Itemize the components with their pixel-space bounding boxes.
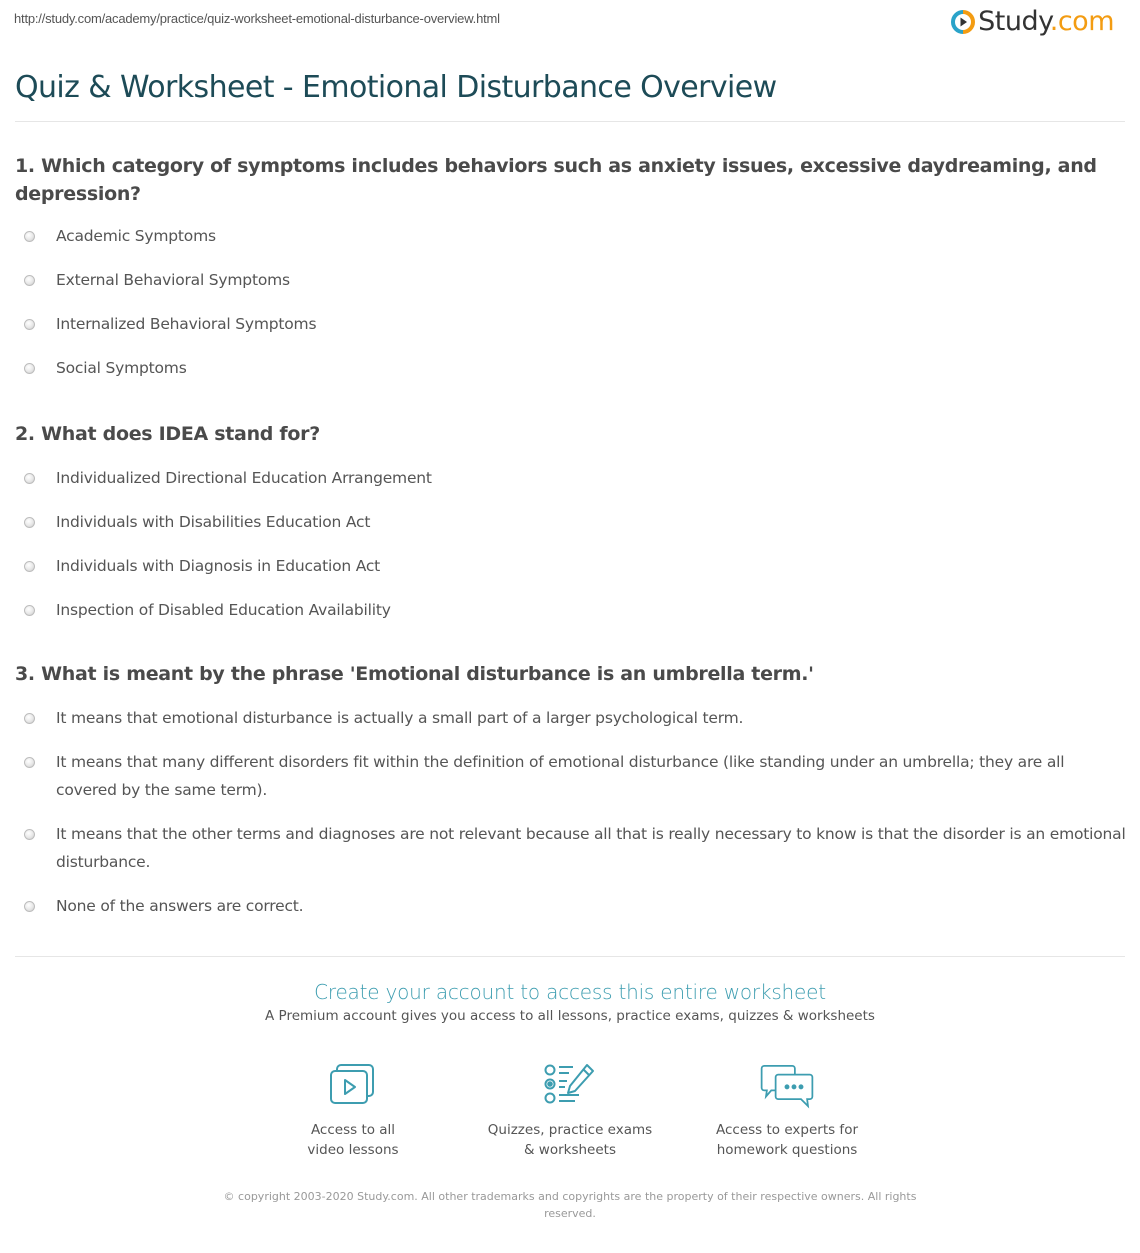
chat-bubbles-icon xyxy=(759,1060,815,1112)
radio-button[interactable] xyxy=(24,561,35,572)
quiz-checklist-icon xyxy=(542,1060,598,1112)
cta-title-link[interactable]: Create your account to access this entire worksheet xyxy=(314,980,826,1004)
signup-cta xyxy=(0,980,1140,1024)
feature-label: Access to all video lessons xyxy=(307,1122,399,1158)
radio-button[interactable] xyxy=(24,517,35,528)
answer-option[interactable]: Internalized Behavioral Symptoms xyxy=(15,310,1128,338)
answer-option[interactable]: It means that many different disorders fit within the definition of emotional disturbance (like standing under an umbrella; they are all covered by the same term). xyxy=(15,748,1128,804)
study-logo[interactable] xyxy=(951,8,1114,35)
radio-button[interactable] xyxy=(24,901,35,912)
feature-experts xyxy=(679,1060,896,1160)
answer-option[interactable]: None of the answers are correct. xyxy=(15,892,1128,920)
question-text: 1. Which category of symptoms includes behaviors such as anxiety issues, excessive daydreaming, and depression? xyxy=(15,155,1097,205)
answer-option[interactable]: Inspection of Disabled Education Availability xyxy=(15,596,1128,624)
question-2 xyxy=(15,420,1128,640)
answer-option[interactable]: It means that emotional disturbance is actually a small part of a larger psychological term. xyxy=(15,704,1128,732)
radio-button[interactable] xyxy=(24,713,35,724)
radio-button[interactable] xyxy=(24,231,35,242)
question-text: 2. What does IDEA stand for? xyxy=(15,423,320,445)
answer-option[interactable]: Individuals with Disabilities Education Act xyxy=(15,508,1128,536)
page-title: Quiz & Worksheet - Emotional Disturbance Overview xyxy=(15,70,777,105)
radio-button[interactable] xyxy=(24,829,35,840)
feature-label: Quizzes, practice exams & worksheets xyxy=(487,1122,653,1158)
page-url: http://study.com/academy/practice/quiz-worksheet-emotional-disturbance-overview.html xyxy=(14,11,500,26)
logo-text: Study.com xyxy=(978,6,1114,37)
answer-option[interactable]: It means that the other terms and diagnoses are not relevant because all that is really necessary to know is that the disorder is an emotional disturbance. xyxy=(15,820,1128,876)
radio-button[interactable] xyxy=(24,275,35,286)
answer-option[interactable]: Social Symptoms xyxy=(15,354,1128,382)
cta-subtitle: A Premium account gives you access to all lessons, practice exams, quizzes & worksheets xyxy=(265,1008,875,1024)
title-divider xyxy=(15,121,1125,122)
answer-option[interactable]: External Behavioral Symptoms xyxy=(15,266,1128,294)
play-circle-icon xyxy=(951,10,975,34)
radio-button[interactable] xyxy=(24,363,35,374)
question-3 xyxy=(15,660,1128,936)
radio-button[interactable] xyxy=(24,319,35,330)
question-text: 3. What is meant by the phrase 'Emotional disturbance is an umbrella term.' xyxy=(15,663,814,685)
premium-features xyxy=(0,1060,1140,1160)
question-1 xyxy=(15,152,1128,398)
radio-button[interactable] xyxy=(24,605,35,616)
feature-quizzes xyxy=(462,1060,679,1160)
video-lessons-icon xyxy=(325,1060,381,1112)
feature-video-lessons xyxy=(245,1060,462,1160)
radio-button[interactable] xyxy=(24,757,35,768)
answer-option[interactable]: Individuals with Diagnosis in Education Act xyxy=(15,552,1128,580)
cta-divider xyxy=(15,956,1125,957)
feature-label: Access to experts for homework questions xyxy=(715,1122,858,1158)
radio-button[interactable] xyxy=(24,473,35,484)
answer-option[interactable]: Individualized Directional Education Arrangement xyxy=(15,464,1128,492)
copyright-footer: © copyright 2003-2020 Study.com. All other trademarks and copyrights are the property of their respective owners. All rights reserved. xyxy=(223,1190,917,1220)
answer-option[interactable]: Academic Symptoms xyxy=(15,222,1128,250)
